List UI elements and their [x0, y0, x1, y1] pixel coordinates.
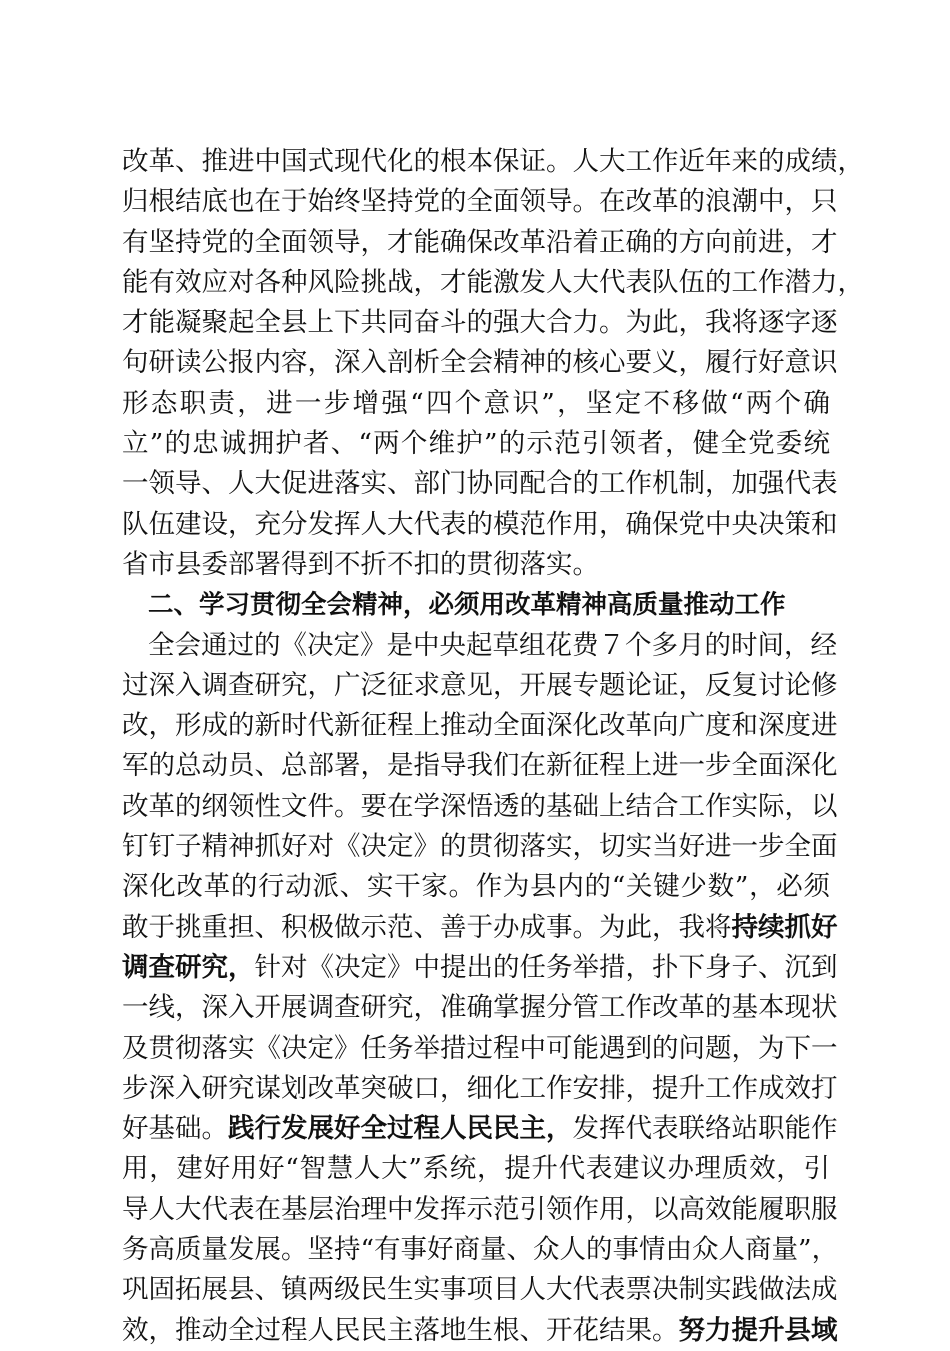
line-text: 敢于挑重担、积极做示范、善于办成事。为此，我将: [122, 911, 732, 943]
paragraph-line: [122, 948, 838, 988]
section-1-paragraph: [122, 142, 864, 585]
paragraph-line: 钉钉子精神抓好对《决定》的贯彻落实，切实当好进一步全面: [122, 831, 838, 863]
section-2-paragraph: [122, 626, 839, 1351]
paragraph-line: 用，建好用好“智慧人大”系统，提升代表建议办理质效，引: [122, 1153, 830, 1185]
paragraph-line: 改，形成的新时代新征程上推动全面深化改革向广度和深度进: [122, 710, 838, 742]
bold-phrase: 持续抓好: [731, 911, 838, 943]
paragraph-line: 形态职责，进一步增强“四个意识”，坚定不移做“两个确: [122, 387, 830, 419]
paragraph-line: 军的总动员、总部署，是指导我们在新征程上进一步全面深化: [122, 750, 838, 782]
paragraph-line: 改革的纲领性文件。要在学深悟透的基础上结合工作实际，以: [122, 790, 838, 822]
line-text: 针对《决定》中提出的任务举措，扑下身子、沉到: [254, 951, 838, 983]
paragraph-line: 一线，深入开展调查研究，准确掌握分管工作改革的基本现状: [122, 992, 838, 1024]
paragraph-line: 全会通过的《决定》是中央起草组花费７个多月的时间，经: [148, 629, 837, 661]
paragraph-line: 巩固拓展县、镇两级民生实事项目人大代表票决制实践做法成: [122, 1274, 838, 1306]
paragraph-line: 改革、推进中国式现代化的根本保证。人大工作近年来的成绩，: [122, 146, 864, 177]
paragraph-line: 导人大代表在基层治理中发挥示范引领作用，以高效能履职服: [122, 1193, 838, 1225]
paragraph-line: 立”的忠诚拥护者、“两个维护”的示范引领者，健全党委统: [122, 428, 830, 460]
paragraph-line: 有坚持党的全面领导，才能确保改革沿着正确的方向前进，才: [122, 226, 838, 258]
paragraph-line: 能有效应对各种风险挑战，才能激发人大代表队伍的工作潜力，: [122, 266, 864, 298]
paragraph-line: 步深入研究谋划改革突破口，细化工作安排，提升工作成效打: [122, 1072, 838, 1104]
paragraph-line: [122, 1311, 838, 1351]
paragraph-line: 省市县委部署得到不折不扣的贯彻落实。: [122, 548, 599, 580]
paragraph-line: 队伍建设，充分发挥人大代表的模范作用，确保党中央决策和: [122, 508, 838, 540]
paragraph-line: 过深入调查研究，广泛征求意见，开展专题论证，反复讨论修: [122, 669, 838, 701]
document-page: [122, 142, 864, 1351]
paragraph-line: 及贯彻落实《决定》任务举措过程中可能遇到的问题，为下一: [122, 1032, 838, 1064]
paragraph-line: 才能凝聚起全县上下共同奋斗的强大合力。为此，我将逐字逐: [122, 307, 838, 339]
line-text: 效，推动全过程人民民主落地生根、开花结果。: [122, 1314, 679, 1346]
paragraph-line: [122, 1109, 838, 1149]
paragraph-line: 务高质量发展。坚持“有事好商量、众人的事情由众人商量”，: [122, 1234, 839, 1266]
line-text: 发挥代表联络站职能作: [572, 1113, 838, 1145]
bold-phrase: 调查研究，: [122, 951, 255, 983]
paragraph-line: 深化改革的行动派、实干家。作为县内的“关键少数”，必须: [122, 871, 830, 903]
bold-phrase: 努力提升县域: [678, 1314, 838, 1346]
line-text: 好基础。: [122, 1113, 228, 1145]
bold-phrase: 践行发展好全过程人民民主，: [228, 1113, 573, 1145]
paragraph-line: 一领导、人大促进落实、部门协同配合的工作机制，加强代表: [122, 468, 838, 500]
paragraph-line: [122, 908, 838, 948]
paragraph-line: 归根结底也在于始终坚持党的全面领导。在改革的浪潮中，只: [122, 186, 838, 218]
paragraph-line: 句研读公报内容，深入剖析全会精神的核心要义，履行好意识: [122, 347, 838, 379]
section-heading: 二、学习贯彻全会精神，必须用改革精神高质量推动工作: [148, 590, 786, 621]
